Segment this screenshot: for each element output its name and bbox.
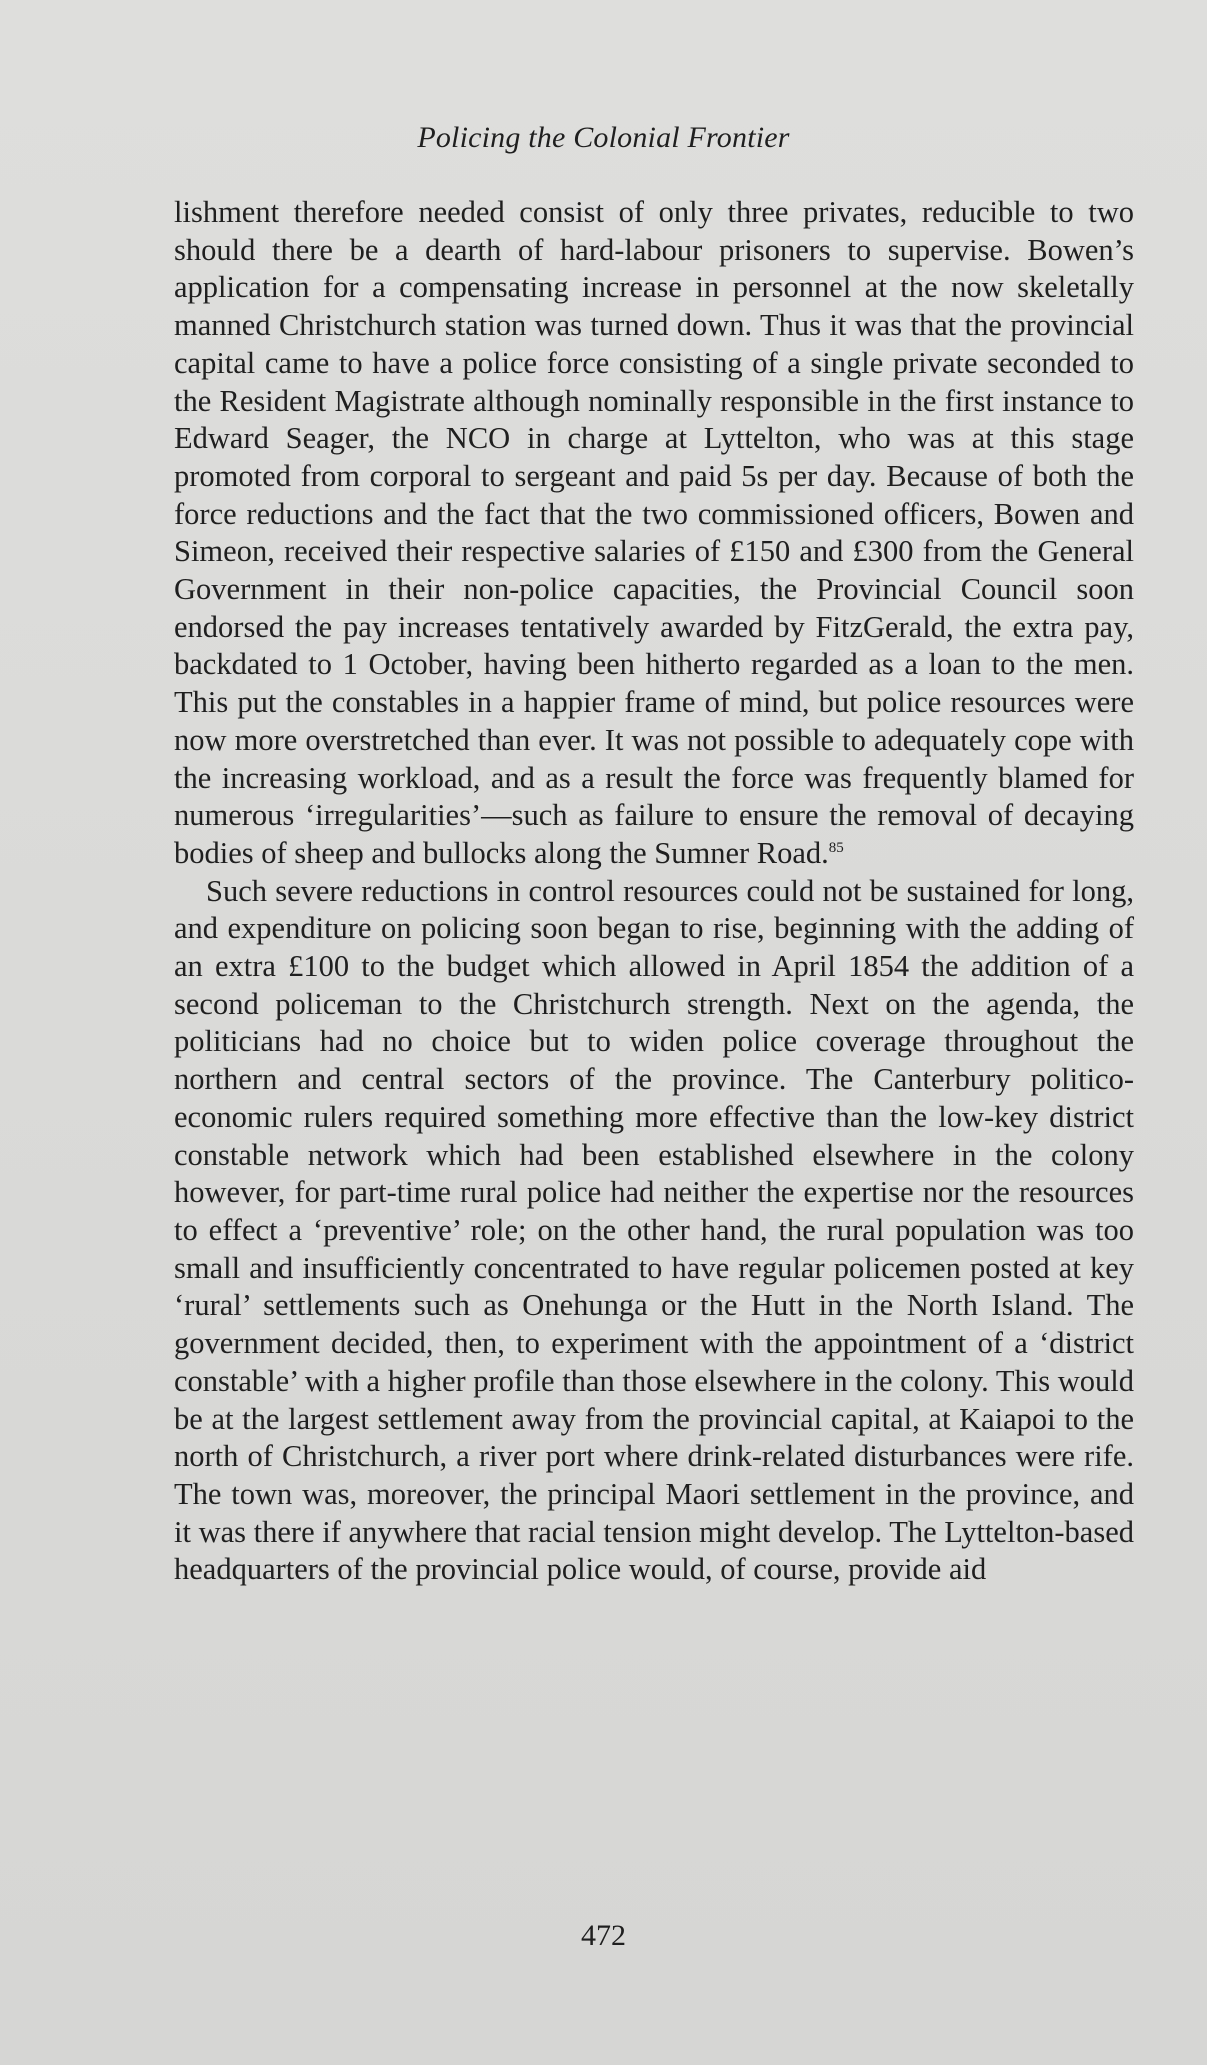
page-number: 472: [581, 1919, 626, 1952]
footnote-marker: 85: [828, 839, 844, 856]
body-text: [174, 194, 1134, 1589]
paragraph-2: [174, 873, 1134, 1589]
running-head: Policing the Colonial Frontier: [417, 121, 790, 154]
paragraph-2-text: Such severe reductions in control resources could not be sustained for long, and expenditure on policing soon began to rise, beginning with the adding of an extra £100 to the budget which allowed in April 1854 the addition of a second policeman to the Christchurch strength. Next on the agenda, the politicians had no choice but to widen police coverage throughout the northern and central sectors of the province. The Canterbury politico-economic rulers required something more effective than the low-key district constable network which had been established elsewhere in the colony however, for part-time rural police had neither the expertise nor the resources to effect a ‘preventive’ role; on the other hand, the rural population was too small and insufficiently concentrated to have regular policemen posted at key ‘rural’ settlements such as Onehunga or the Hutt in the North Island. The government decided, then, to experiment with the appointment of a ‘district constable’ with a higher profile than those elsewhere in the colony. This would be at the largest settlement away from the provincial capital, at Kaiapoi to the north of Christchurch, a river port where drink-related disturbances were rife. The town was, moreover, the principal Maori settlement in the province, and it was there if anywhere that racial tension might develop. The Lyttelton-based headquarters of the provincial police would, of course, provide aid: [174, 873, 1134, 1587]
paragraph-1-text: lishment therefore needed consist of only three privates, reducible to two should there be a dearth of hard-labour prisoners to supervise. Bowen’s application for a compensating increase in personnel at the now skeletally manned Christchurch station was turned down. Thus it was that the provincial capital came to have a police force consisting of a single private seconded to the Resident Magistrate although nominally responsible in the first instance to Edward Seager, the NCO in charge at Lyttelton, who was at this stage promoted from corporal to sergeant and paid 5s per day. Because of both the force reductions and the fact that the two commissioned officers, Bowen and Simeon, received their respective salaries of £150 and £300 from the General Government in their non-police capacities, the Provincial Council soon endorsed the pay increases tentatively awarded by FitzGerald, the extra pay, backdated to 1 October, having been hitherto regarded as a loan to the men. This put the constables in a happier frame of mind, but police resources were now more overstretched than ever. It was not possible to adequately cope with the increasing workload, and as a result the force was frequently blamed for numerous ‘irregularities’—such as failure to ensure the removal of decaying bodies of sheep and bullocks along the Sumner Road.: [174, 195, 1134, 870]
paragraph-1: [174, 194, 1134, 873]
